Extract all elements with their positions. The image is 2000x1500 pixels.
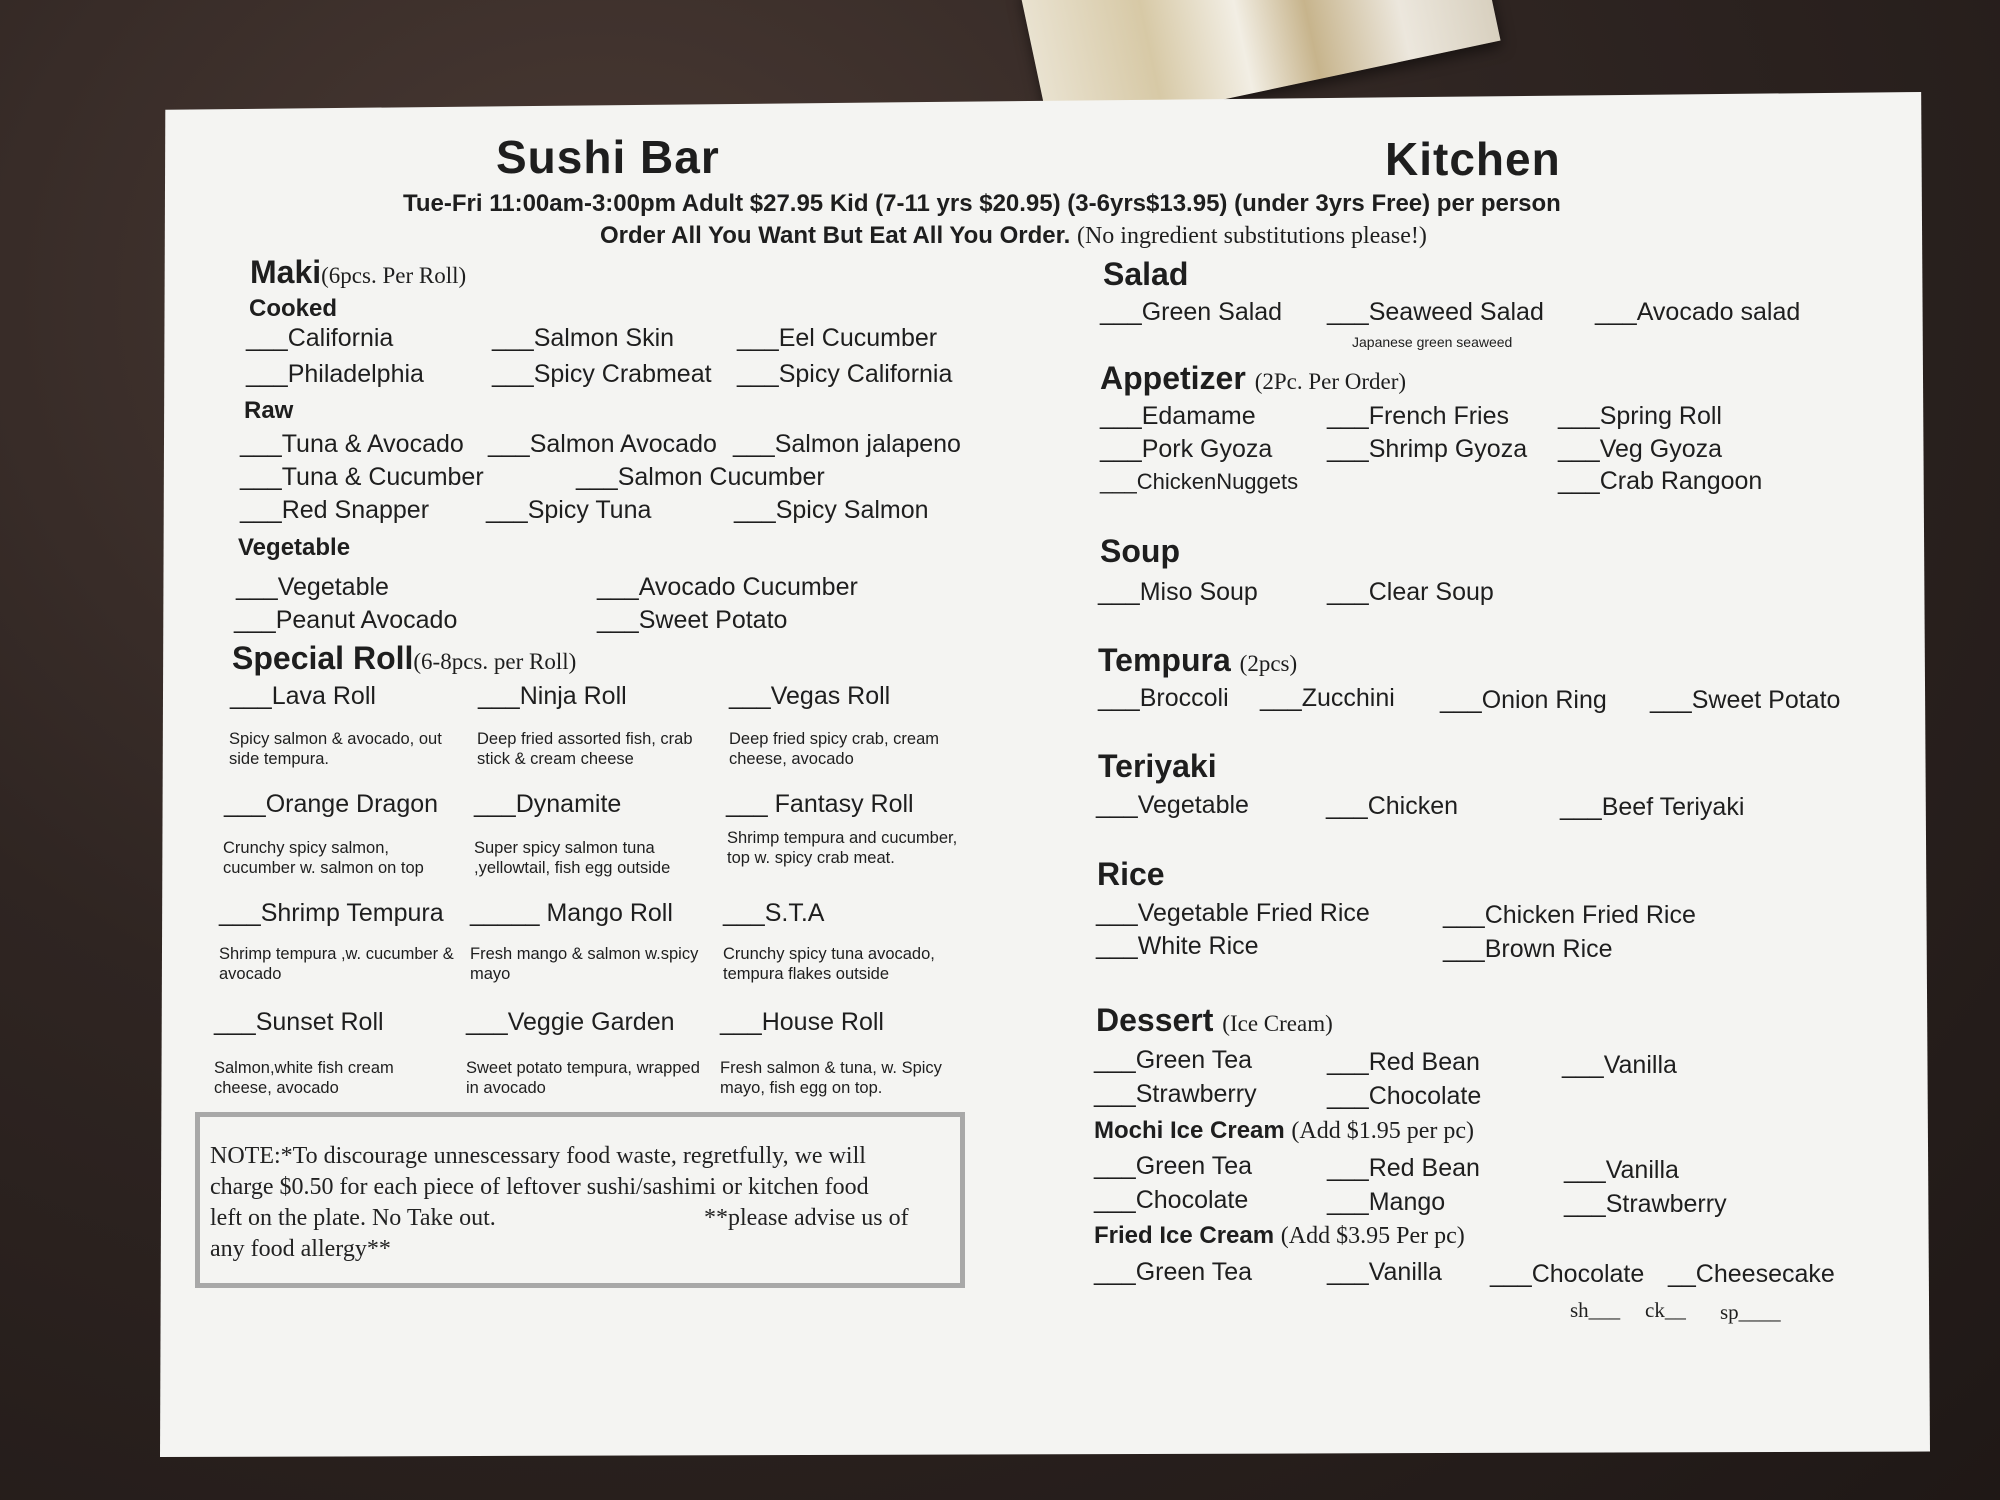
menu-item[interactable]: ___White Rice xyxy=(1096,932,1259,960)
roll-description: Spicy salmon & avocado, out side tempura. xyxy=(229,730,442,768)
menu-item[interactable]: ___Sweet Potato xyxy=(1650,686,1841,714)
fried-ice-cream-title: Fried Ice Cream xyxy=(1094,1222,1275,1249)
menu-item[interactable]: ___Vegetable Fried Rice xyxy=(1096,899,1370,927)
special-roll-item[interactable]: ___Ninja Roll xyxy=(478,682,627,710)
appetizer-note: (2Pc. Per Order) xyxy=(1254,369,1407,394)
menu-item[interactable]: ___Broccoli xyxy=(1098,684,1229,712)
menu-item[interactable]: ___Onion Ring xyxy=(1440,686,1607,714)
sushi-bar-title: Sushi Bar xyxy=(496,131,720,183)
menu-item[interactable]: ___Spicy California xyxy=(737,360,953,388)
notice-allergy-start: **please advise us of xyxy=(704,1205,909,1231)
notice-no-takeout: left on the plate. No Take out. xyxy=(210,1205,496,1231)
menu-item[interactable]: ___Clear Soup xyxy=(1327,578,1494,606)
menu-item[interactable]: ___Green Salad xyxy=(1100,298,1283,326)
menu-item[interactable]: ___Pork Gyoza xyxy=(1100,435,1273,463)
special-roll-item[interactable]: ___Dynamite xyxy=(474,790,622,818)
mochi-heading xyxy=(1094,1117,1474,1145)
menu-item[interactable]: ___Chicken Fried Rice xyxy=(1443,901,1696,929)
tempura-title: Tempura xyxy=(1098,642,1231,678)
menu-item[interactable]: ___Salmon Cucumber xyxy=(576,463,825,491)
menu-item[interactable]: ___Red Bean xyxy=(1327,1154,1480,1182)
teriyaki-heading: Teriyaki xyxy=(1098,748,1217,784)
code-sh: sh___ xyxy=(1570,1298,1621,1322)
menu-item[interactable]: ___Chicken xyxy=(1326,792,1459,820)
dessert-title: Dessert xyxy=(1096,1002,1214,1038)
roll-description: Sweet potato tempura, wrapped in avocado xyxy=(466,1059,700,1097)
roll-description: Shrimp tempura and cucumber, top w. spicy crab meat. xyxy=(727,829,958,867)
special-roll-heading xyxy=(232,640,576,677)
menu-item[interactable]: ___Vanilla xyxy=(1562,1051,1677,1079)
menu-item[interactable]: ___Crab Rangoon xyxy=(1558,467,1763,495)
maki-note: (6pcs. Per Roll) xyxy=(321,263,467,288)
roll-description: Salmon,white fish cream cheese, avocado xyxy=(214,1059,394,1097)
special-roll-item[interactable]: ___ Fantasy Roll xyxy=(726,790,914,818)
special-roll-item[interactable]: _____ Mango Roll xyxy=(470,899,673,927)
appetizer-heading xyxy=(1100,360,1406,397)
menu-item[interactable]: ___Vegetable xyxy=(236,573,389,601)
menu-item[interactable]: __Cheesecake xyxy=(1668,1260,1835,1288)
menu-item[interactable]: ___Vanilla xyxy=(1564,1156,1679,1184)
special-roll-item[interactable]: ___Vegas Roll xyxy=(729,682,891,710)
menu-item[interactable]: ___Salmon Skin xyxy=(492,324,675,352)
special-roll-item[interactable]: ___Sunset Roll xyxy=(214,1008,384,1036)
fried-ice-cream-heading xyxy=(1094,1222,1465,1250)
menu-item[interactable]: ___Spring Roll xyxy=(1558,402,1722,430)
notice-line xyxy=(210,1203,950,1234)
menu-item[interactable]: ___Shrimp Gyoza xyxy=(1327,435,1528,463)
roll-description: Fresh mango & salmon w.spicy mayo xyxy=(470,945,699,983)
special-roll-item[interactable]: ___Lava Roll xyxy=(230,682,376,710)
menu-item[interactable]: ___Spicy Salmon xyxy=(734,496,929,524)
hours-pricing-line: Tue-Fri 11:00am-3:00pm Adult $27.95 Kid (7-11 yrs $20.95) (3-6yrs$13.95) (under 3yrs Free) per person xyxy=(403,190,1561,217)
menu-item[interactable]: ___Brown Rice xyxy=(1443,935,1613,963)
special-roll-item[interactable]: ___House Roll xyxy=(720,1008,884,1036)
menu-item[interactable]: ___Beef Teriyaki xyxy=(1560,793,1745,821)
roll-description: Shrimp tempura ,w. cucumber & avocado xyxy=(219,945,454,983)
menu-item[interactable]: ___Vanilla xyxy=(1327,1258,1442,1286)
menu-item[interactable]: ___Zucchini xyxy=(1260,684,1395,712)
special-roll-title: Special Roll xyxy=(232,640,414,676)
menu-item[interactable]: ___Green Tea xyxy=(1094,1258,1252,1286)
menu-item[interactable]: ___Strawberry xyxy=(1564,1190,1727,1218)
special-roll-item[interactable]: ___Veggie Garden xyxy=(466,1008,675,1036)
soup-heading: Soup xyxy=(1100,533,1180,569)
dessert-note: (Ice Cream) xyxy=(1222,1011,1333,1036)
menu-item[interactable]: ___Red Snapper xyxy=(240,496,430,524)
menu-item[interactable]: ___French Fries xyxy=(1327,402,1510,430)
kitchen-title: Kitchen xyxy=(1385,133,1561,185)
notice-line: charge $0.50 for each piece of leftover sushi/sashimi or kitchen food xyxy=(210,1174,869,1200)
leftover-notice-box xyxy=(195,1112,965,1288)
order-policy-line xyxy=(600,222,1427,250)
menu-item[interactable]: ___Salmon jalapeno xyxy=(733,430,961,458)
tempura-note: (2pcs) xyxy=(1239,651,1298,676)
menu-item[interactable]: ___California xyxy=(246,324,394,352)
menu-item[interactable]: ___Red Bean xyxy=(1327,1048,1480,1076)
roll-description: Crunchy spicy tuna avocado, tempura flakes outside xyxy=(723,945,935,983)
menu-item[interactable]: ___Spicy Tuna xyxy=(486,496,652,524)
menu-item[interactable]: ___Mango xyxy=(1327,1188,1446,1216)
roll-description: Deep fried spicy crab, cream cheese, avocado xyxy=(729,730,939,768)
cooked-label: Cooked xyxy=(249,295,338,322)
menu-item[interactable]: ___Tuna & Avocado xyxy=(240,430,464,458)
tempura-heading xyxy=(1098,642,1297,679)
menu-item[interactable]: ___Philadelphia xyxy=(246,360,424,388)
roll-description: Deep fried assorted fish, crab stick & cream cheese xyxy=(477,730,693,768)
menu-item[interactable]: ___Green Tea xyxy=(1094,1152,1252,1180)
appetizer-title: Appetizer xyxy=(1100,360,1246,396)
code-ck: ck__ xyxy=(1645,1298,1686,1322)
maki-title: Maki xyxy=(250,254,322,290)
menu-item[interactable]: ___Peanut Avocado xyxy=(234,606,458,634)
substitution-note: (No ingredient substitutions please!) xyxy=(1076,223,1427,249)
notice-line: NOTE:*To discourage unnescessary food waste, regretfully, we will xyxy=(210,1143,866,1169)
roll-description: Fresh salmon & tuna, w. Spicy mayo, fish egg on top. xyxy=(720,1059,942,1097)
salad-heading: Salad xyxy=(1103,256,1189,292)
menu-item[interactable]: ___Eel Cucumber xyxy=(737,324,938,352)
dessert-heading xyxy=(1096,1002,1333,1039)
special-roll-item[interactable]: ___S.T.A xyxy=(723,899,825,927)
seaweed-note: Japanese green seaweed xyxy=(1352,334,1513,350)
menu-item[interactable]: ___Vegetable xyxy=(1096,791,1249,819)
menu-item[interactable]: ___Chocolate xyxy=(1094,1186,1249,1214)
roll-description: Super spicy salmon tuna ,yellowtail, fish egg outside xyxy=(474,839,671,877)
maki-heading xyxy=(250,254,466,291)
menu-item[interactable]: ___Avocado salad xyxy=(1595,298,1801,326)
mochi-note: (Add $1.95 per pc) xyxy=(1291,1118,1475,1144)
fried-ice-cream-note: (Add $3.95 Per pc) xyxy=(1280,1223,1465,1249)
menu-item[interactable]: ___Tuna & Cucumber xyxy=(240,463,484,491)
menu-item[interactable]: ___Strawberry xyxy=(1094,1080,1257,1108)
mochi-title: Mochi Ice Cream xyxy=(1094,1117,1285,1144)
special-roll-note: (6-8pcs. per Roll) xyxy=(413,649,577,674)
menu-item[interactable]: ___Spicy Crabmeat xyxy=(492,360,712,388)
rice-heading: Rice xyxy=(1097,856,1165,892)
raw-label: Raw xyxy=(244,397,294,424)
menu-item[interactable]: ___Green Tea xyxy=(1094,1046,1252,1074)
special-roll-item[interactable]: ___Orange Dragon xyxy=(224,790,439,818)
menu-item[interactable]: ___Veg Gyoza xyxy=(1558,435,1723,463)
menu-item[interactable]: ___ChickenNuggets xyxy=(1100,469,1299,494)
menu-item[interactable]: ___Avocado Cucumber xyxy=(597,573,858,601)
menu-item[interactable]: ___Chocolate xyxy=(1490,1260,1645,1288)
menu-item[interactable]: ___Salmon Avocado xyxy=(488,430,717,458)
special-roll-item[interactable]: ___Shrimp Tempura xyxy=(219,899,444,927)
menu-item[interactable]: ___Sweet Potato xyxy=(597,606,788,634)
order-policy-text: Order All You Want But Eat All You Order. xyxy=(600,222,1071,249)
vegetable-label: Vegetable xyxy=(238,534,351,561)
menu-item[interactable]: ___Chocolate xyxy=(1327,1082,1482,1110)
roll-description: Crunchy spicy salmon, cucumber w. salmon on top xyxy=(223,839,424,877)
menu-item[interactable]: ___Miso Soup xyxy=(1098,578,1258,606)
code-sp: sp____ xyxy=(1720,1300,1781,1324)
menu-item[interactable]: ___Seaweed Salad xyxy=(1327,298,1544,326)
menu-item[interactable]: ___Edamame xyxy=(1100,402,1256,430)
notice-line: any food allergy** xyxy=(210,1236,391,1262)
